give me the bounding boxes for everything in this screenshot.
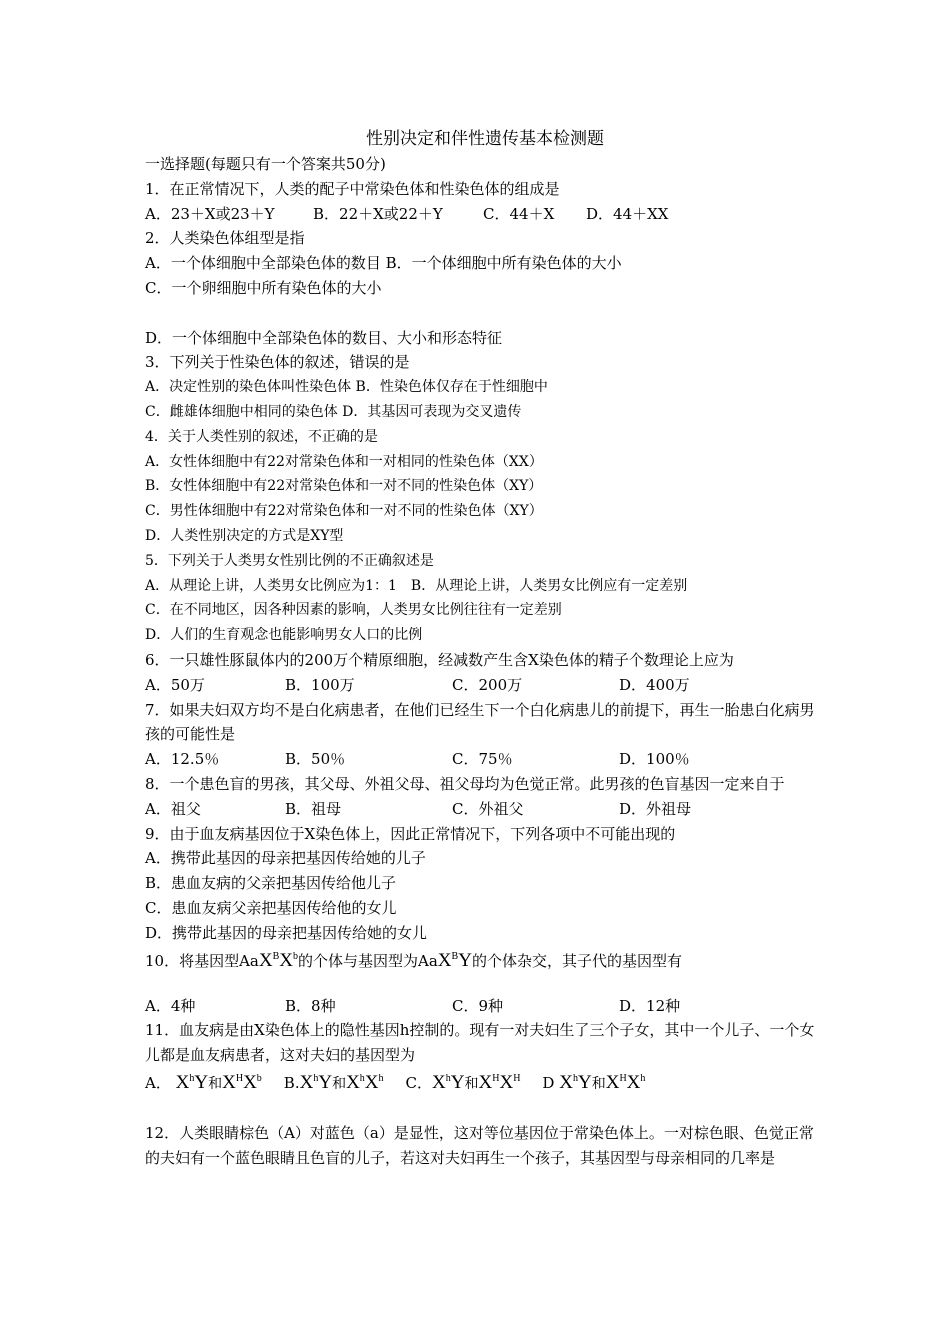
spacer: [145, 976, 825, 994]
question-8-stem: 8．一个患色盲的男孩，其父母、外祖父母、祖父母均为色觉正常。此男孩的色盲基因一定来自于: [145, 774, 785, 793]
question-3-options-ab: A．决定性别的染色体叫性染色体 B．性染色体仅存在于性细胞中: [145, 379, 548, 396]
question-8-option-c: C．外祖父: [452, 799, 524, 818]
question-11-options: [145, 1068, 825, 1099]
question-5-option-c: C．在不同地区，因各种因素的影响，人类男女比例往往有一定差别: [145, 602, 562, 619]
question-6-option-a: A．50万: [145, 675, 205, 694]
question-11-option-b: $B.X^hY$和$X^hX^h$: [283, 1071, 384, 1093]
question-11-option-a: A． $X^hY$和$X^HX^b$: [145, 1071, 262, 1093]
question-10-option-a: A．4种: [145, 996, 196, 1015]
question-1-option-d: D．44＋XX: [586, 204, 669, 223]
question-6-option-c: C．200万: [452, 675, 523, 694]
spacer: [145, 1099, 825, 1121]
question-8-option-a: A．祖父: [145, 799, 201, 818]
question-10-option-d: D．12种: [619, 996, 681, 1015]
document-page: [145, 127, 825, 1170]
question-10-stem: [145, 946, 825, 976]
question-6-stem: 6．一只雄性豚鼠体内的200万个精原细胞，经减数产生含X染色体的精子个数理论上应为: [145, 650, 734, 669]
question-8-options: [145, 797, 825, 822]
question-2-options-ab: A．一个体细胞中全部染色体的数目 B．一个体细胞中所有染色体的大小: [145, 254, 622, 273]
question-6-option-d: D．400万: [619, 675, 690, 694]
question-7-stem: 7．如果夫妇双方均不是白化病患者，在他们已经生下一个白化病患儿的前提下，再生一胎患白化病男孩的可能性是: [145, 700, 815, 744]
question-5-options-ab: A．从理论上讲，人类男女比例应为1：1 B．从理论上讲，人类男女比例应有一定差别: [145, 577, 688, 594]
question-5-stem: 5．下列关于人类男女性别比例的不正确叙述是: [145, 552, 434, 569]
question-1-stem: 1．在正常情况下，人类的配子中常染色体和性染色体的组成是: [145, 179, 560, 198]
question-10-text-2: 的个体与基因型为Aa: [298, 951, 438, 970]
question-9-option-b: B．患血友病的父亲把基因传给他儿子: [145, 874, 397, 893]
question-7-option-d: D．100％: [619, 750, 690, 769]
question-2-option-d: D．一个体细胞中全部染色体的数目、大小和形态特征: [145, 328, 503, 347]
question-1-option-c: C．44＋X: [483, 204, 555, 223]
question-9-option-a: A．携带此基因的母亲把基因传给她的儿子: [145, 849, 426, 868]
question-4-option-a: A．女性体细胞中有22对常染色体和一对相同的性染色体（XX）: [145, 453, 543, 470]
question-6-option-b: B．100万: [285, 675, 355, 694]
question-3-options-cd: C．雌雄体细胞中相同的染色体 D．其基因可表现为交叉遗传: [145, 403, 522, 420]
question-7-option-c: C．75％: [452, 750, 513, 769]
question-8-option-d: D．外祖母: [619, 799, 692, 818]
question-10-text-1: 10．将基因型Aa: [145, 951, 259, 970]
question-6-options: [145, 673, 825, 698]
question-7-options: [145, 747, 825, 772]
question-9-option-d: D．携带此基因的母亲把基因传给她的女儿: [145, 923, 428, 942]
question-3-stem: 3．下列关于性染色体的叙述，错误的是: [145, 353, 410, 372]
question-4-stem: 4．关于人类性别的叙述，不正确的是: [145, 428, 378, 445]
question-2-stem: 2．人类染色体组型是指: [145, 229, 305, 248]
question-10-text-3: 的个体杂交，其子代的基因型有: [471, 951, 682, 970]
question-11-option-c: C．$X^hY$和$X^HX^H$: [405, 1071, 521, 1093]
question-10-option-c: C．9种: [452, 996, 504, 1015]
question-4-option-d: D．人类性别决定的方式是XY型: [145, 527, 344, 544]
genotype-xbxb: $X^BX^b$: [258, 949, 299, 971]
section-heading: 一选择题(每题只有一个答案共50分): [145, 155, 386, 173]
question-4-option-b: B．女性体细胞中有22对常染色体和一对不同的性染色体（XY）: [145, 478, 543, 495]
page-title: 性别决定和伴性遗传基本检测题: [366, 129, 604, 149]
question-11-option-d: D $X^hY$和$X^HX^h$: [542, 1071, 646, 1093]
question-10-options: [145, 994, 825, 1019]
question-5-option-d: D．人们的生育观念也能影响男女人口的比例: [145, 627, 423, 644]
question-2-option-c: C．一个卵细胞中所有染色体的大小: [145, 278, 382, 297]
question-9-option-c: C．患血友病父亲把基因传给他的女儿: [145, 898, 397, 917]
question-11-stem: 11．血友病是由X染色体上的隐性基因h控制的。现有一对夫妇生了三个子女，其中一个儿子、一个女儿都是血友病患者，这对夫妇的基因型为: [145, 1021, 815, 1065]
question-9-stem: 9．由于血友病基因位于X染色体上，因此正常情况下，下列各项中不可能出现的: [145, 824, 676, 843]
genotype-xby: $X^BY$: [437, 949, 472, 971]
question-4-option-c: C．男性体细胞中有22对常染色体和一对不同的性染色体（XY）: [145, 503, 543, 520]
question-12-stem: 12．人类眼睛棕色（A）对蓝色（a）是显性，这对等位基因位于常染色体上。一对棕色眼、色觉正常的夫妇有一个蓝色眼睛且色盲的儿子，若这对夫妇再生一个孩子，其基因型与母亲相同的几率是: [145, 1123, 814, 1167]
question-10-option-b: B．8种: [285, 996, 336, 1015]
question-1-options: [145, 202, 825, 227]
spacer: [145, 301, 825, 326]
question-1-option-b: B．22＋X或22＋Y: [313, 204, 443, 223]
question-1-option-a: A．23＋X或23＋Y: [145, 204, 275, 223]
question-7-option-b: B．50％: [285, 750, 346, 769]
question-8-option-b: B．祖母: [285, 799, 342, 818]
question-7-option-a: A．12.5％: [145, 750, 220, 769]
